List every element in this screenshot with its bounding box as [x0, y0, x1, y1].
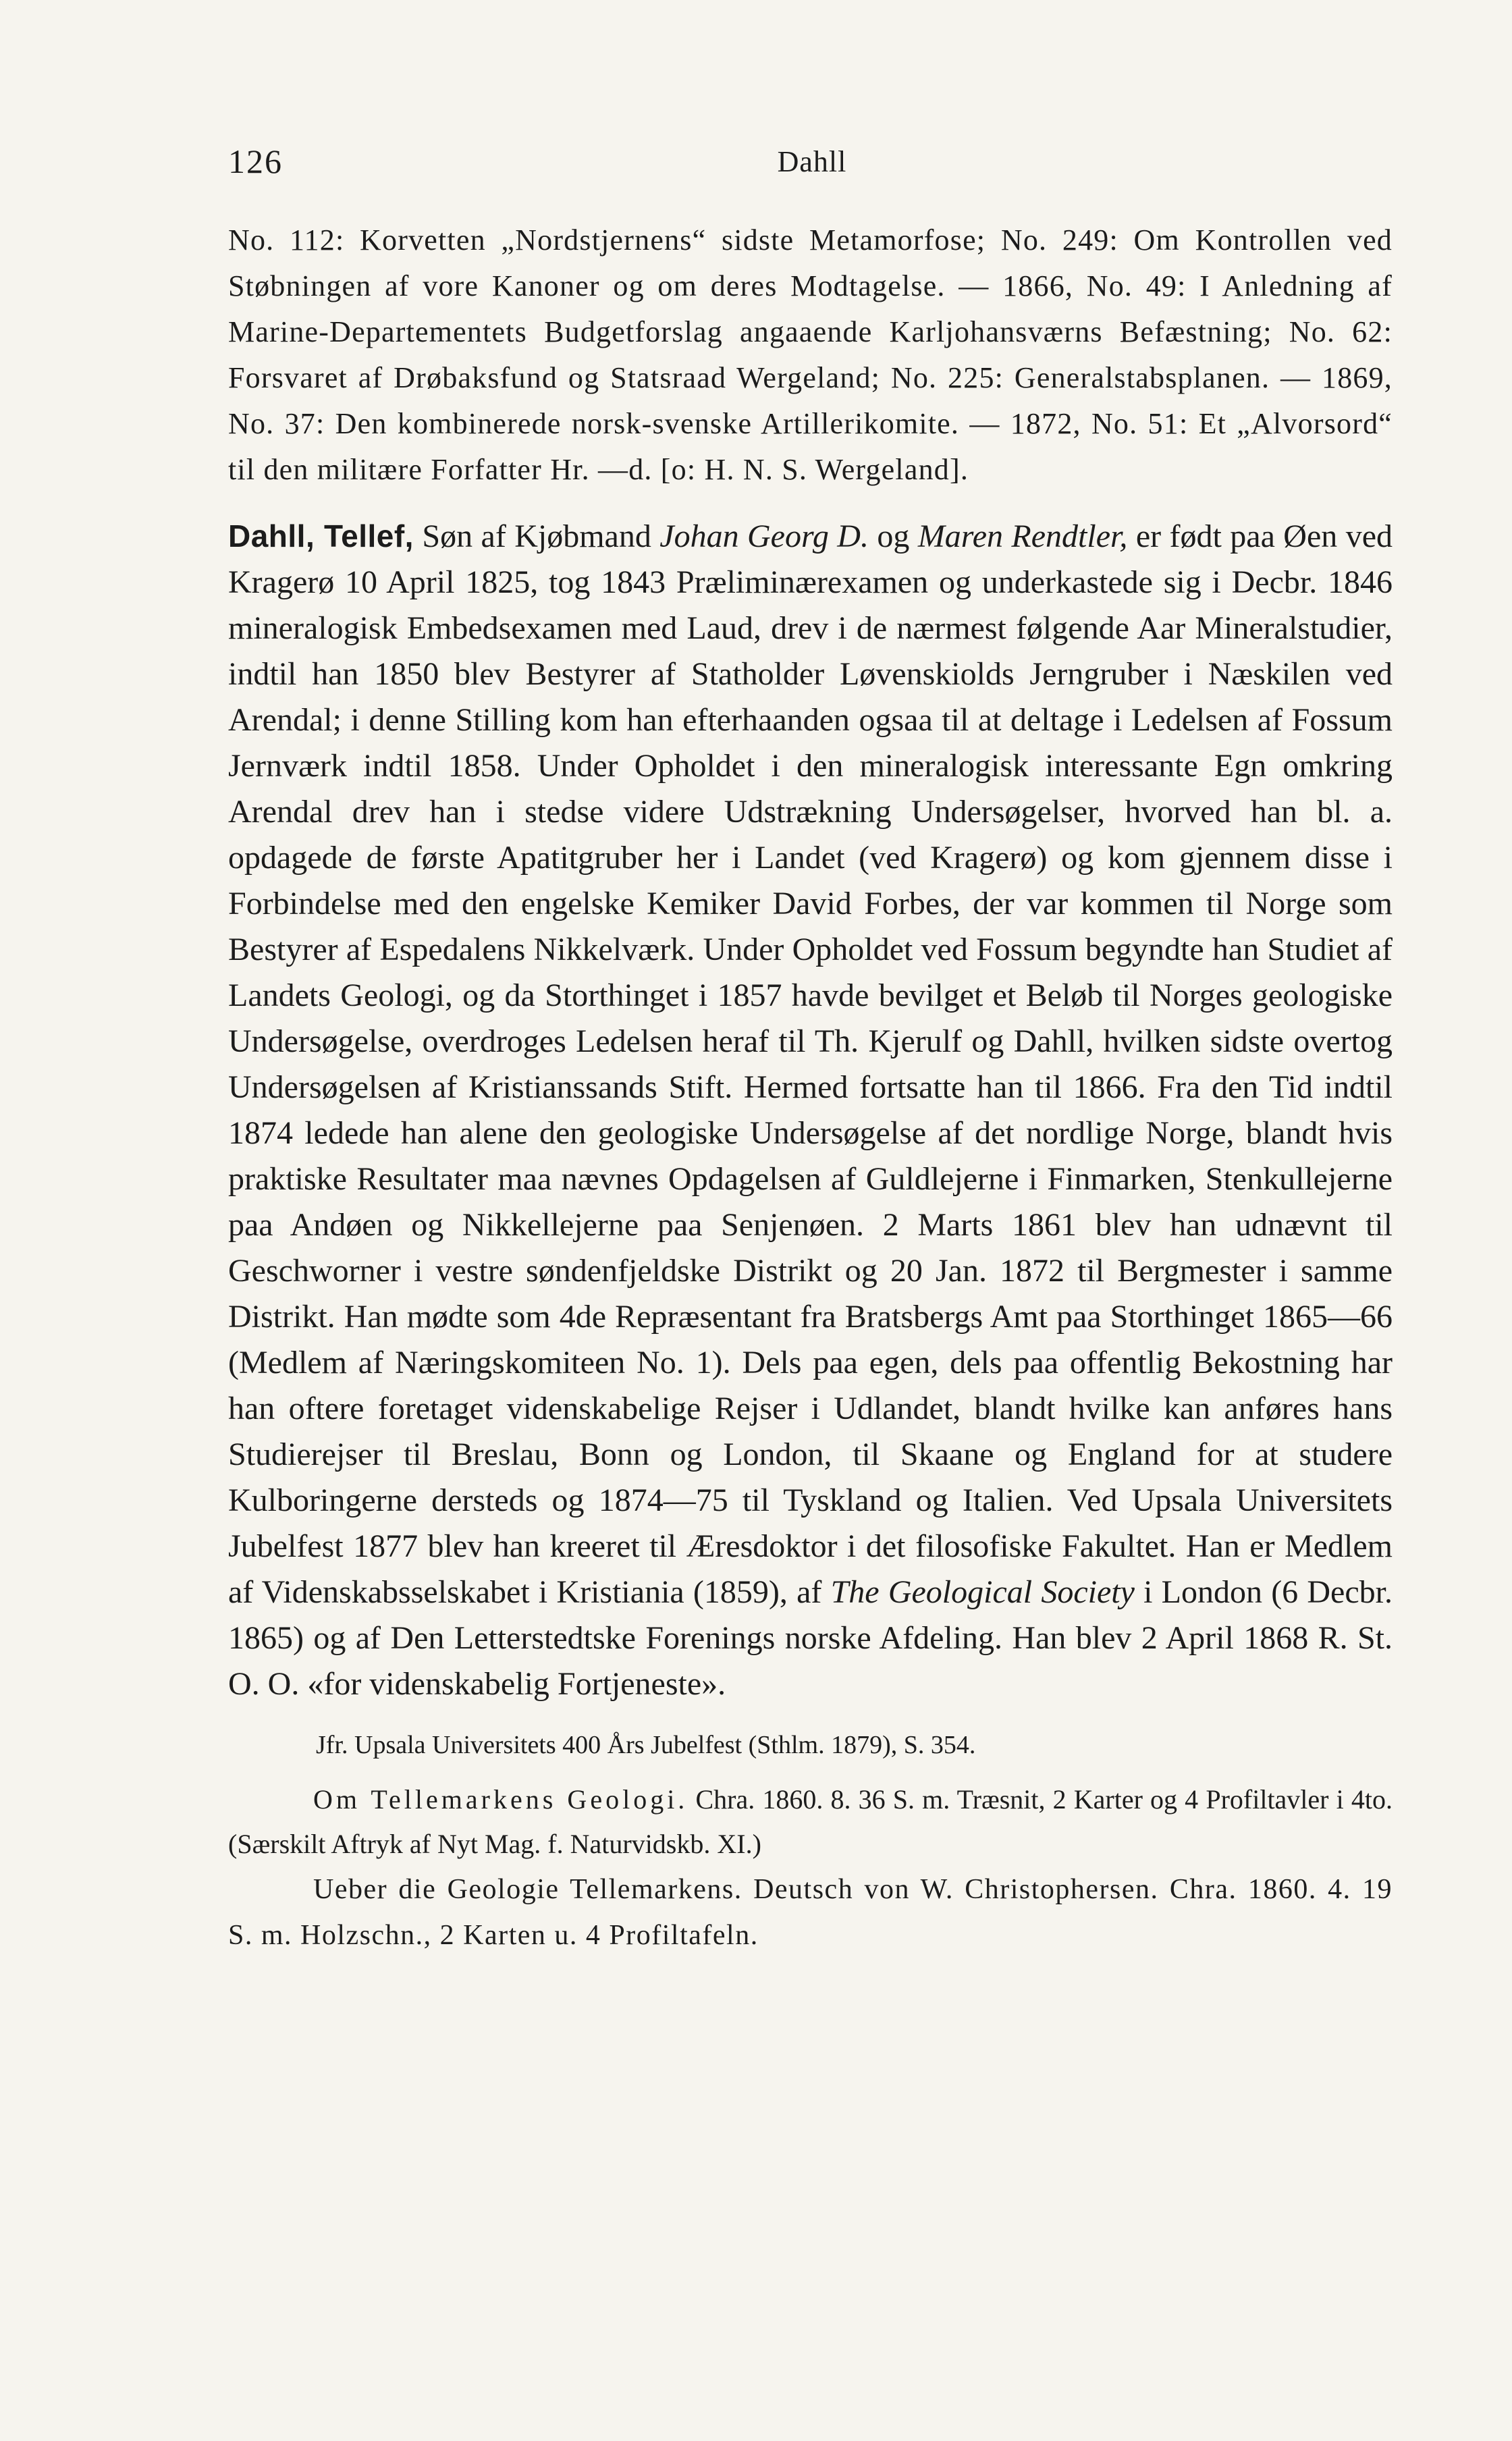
reference-note: Jfr. Upsala Universitets 400 Års Jubelfest (Sthlm. 1879), S. 354. [316, 1731, 976, 1759]
mother-name: Maren Rendtler, [917, 518, 1128, 554]
entry-text-3: er født paa Øen ved Kragerø 10 April 1825, tog 1843 Præliminærexamen og underkastede sig i Decbr. 1846 mineralogisk Embedsexamen med Laud, drev i de nærmest følgende Aar Mineralstudier, indtil han 1850 blev Bestyrer af Statholder Løvenskiolds Jerngruber i Næskilen ved Arendal; i denne Stilling kom han efterhaanden ogsaa til at deltage i Ledelsen af Fossum Jernværk indtil 1858. Under Opholdet i den mineralogisk interessante Egn omkring Arendal drev han i stedse videre Udstrækning Undersøgelser, hvorved han bl. a. opdagede de første Apatitgruber her i Landet (ved Kragerø) og kom gjennem disse i Forbindelse med den engelske Kemiker David Forbes, der var kommen til Norge som Bestyrer af Espedalens Nikkelværk. Under Opholdet ved Fossum begyndte han Studiet af Landets Geologi, og da Storthinget i 1857 havde bevilget et Beløb til Norges geologiske Undersøgelse, overdroges Ledelsen heraf til Th. Kjerulf og Dahll, hvilken sidste overtog Undersøgelsen af Kristianssands Stift. Hermed fortsatte han til 1866. Fra den Tid indtil 1874 ledede han alene den geologiske Undersøgelse af det nordlige Norge, blandt hvis praktiske Resultater maa nævnes Opdagelsen af Guldlejerne i Finmarken, Stenkullejerne paa Andøen og Nikkellejerne paa Senjenøen. 2 Marts 1861 blev han udnævnt til Geschworner i vestre søndenfjeldske Distrikt og 20 Jan. 1872 til Bergmester i samme Distrikt. Han mødte som 4de Repræsentant fra Bratsbergs Amt paa Storthinget 1865—66 (Medlem af Næringskomiteen No. 1). Dels paa egen, dels paa offentlig Bekostning har han oftere foretaget videnskabelige Rejser i Udlandet, blandt hvilke kan anføres hans Studierejser til Breslau, Bonn og London, til Skaane og England for at studere Kulboringerne dersteds og 1874—75 til Tyskland og Italien. Ved Upsala Universitets Jubelfest 1877 blev han kreeret til Æresdoktor i det filosofiske Fakultet. Han er Medlem af Videnskabsselskabet i Kristiania (1859), af [228, 518, 1393, 1610]
entry-text-4: i London (6 Decbr. 1865) og af Den Letterstedtske Forenings norske Afdeling. Han blev 2 April 1868 R. St. O. O. «for videnskabelig Fortjeneste». [228, 1574, 1393, 1702]
publication-title: Ueber die Geologie Tellemarkens. [313, 1874, 742, 1905]
running-head: Dahll [777, 145, 847, 178]
publication-entry [228, 1777, 1393, 1867]
father-name: Johan Georg D. [659, 518, 869, 554]
entry-name: Dahll, Tellef, [228, 518, 414, 554]
page-number: 126 [228, 142, 283, 180]
entry-text-2: og [868, 518, 918, 554]
publication-details: Chra. 1860. 8. 36 S. m. Træsnit, 2 Karter og 4 Profiltavler i 4to. (Særskilt Aftryk af Nyt Mag. f. Naturvidskb. XI.) [228, 1784, 1393, 1859]
page-header [228, 142, 1396, 189]
publication-title: Om Tellemarkens Geologi. [313, 1784, 688, 1815]
continuation-paragraph: No. 112: Korvetten „Nordstjernens“ sidste Metamorfose; No. 249: Om Kontrollen ved Støbningen af vore Kanoner og om deres Modtagelse. — 1866, No. 49: I Anledning af Marine-Departementets Budgetforslag angaaende Karljohansværns Befæstning; No. 62: Forsvaret af Drøbaksfund og Statsraad Wergeland; No. 225: Generalstabsplanen. — 1869, No. 37: Den kombinerede norsk-svenske Artillerikomite. — 1872, No. 51: Et „Alvorsord“ til den militære Forfatter Hr. —d. [o: H. N. S. Wergeland]. [228, 223, 1393, 486]
biography-entry [228, 513, 1393, 1707]
entry-text-1: Søn af Kjøbmand [413, 518, 660, 554]
publication-details: Deutsch von W. Christophersen. Chra. 1860. 4. 19 S. m. Holzschn., 2 Karten u. 4 Profiltafeln. [228, 1874, 1393, 1951]
page-body [228, 217, 1393, 1958]
publication-entry [228, 1867, 1393, 1958]
society-name: The Geological Society [830, 1574, 1135, 1610]
